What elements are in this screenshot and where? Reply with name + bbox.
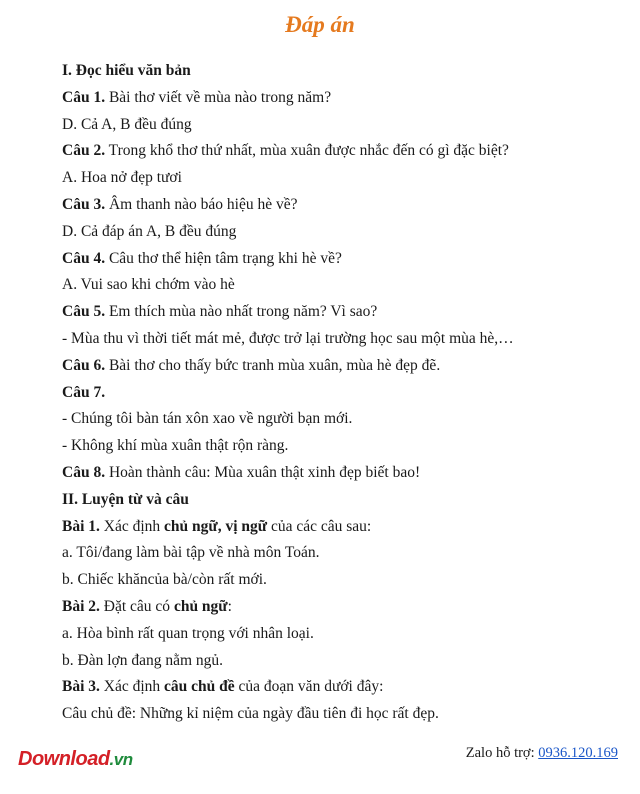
question-text: Âm thanh nào báo hiệu hè về? [105,195,298,213]
support-contact [466,745,618,762]
exercise-label: Bài 1. [62,517,100,535]
logo-text: Download [18,748,110,770]
question-8 [62,460,602,487]
logo-domain: .vn [109,750,133,769]
question-1 [62,85,602,112]
question-text: Em thích mùa nào nhất trong năm? Vì sao? [105,303,378,321]
exercise-text: của các câu sau: [267,517,372,535]
exercise-keyword: chủ ngữ [173,597,228,615]
exercise-keyword: chủ ngữ, vị ngữ [164,517,268,535]
question-text: Trong khổ thơ thứ nhất, mùa xuân được nhắc đến có gì đặc biệt? [105,142,509,160]
exercise-text: Xác định [99,678,165,696]
page-title: Đáp án [285,12,355,37]
exercise-text: Đặt câu có [99,597,174,615]
exercise-text: của đoạn văn dưới đây: [234,678,384,696]
answer-ex2-a: a. Hòa bình rất quan trọng với nhân loại. [62,624,314,642]
zalo-phone-link[interactable]: 0936.120.169 [538,745,618,761]
question-label: Câu 1. [62,88,106,106]
question-3 [62,192,602,219]
zalo-label: Zalo hỗ trợ: [465,745,539,761]
question-label: Câu 2. [62,142,106,160]
question-text: Câu thơ thể hiện tâm trạng khi hè về? [105,249,342,267]
question-6 [62,353,602,380]
question-label: Câu 8. [62,463,106,481]
exercise-label: Bài 3. [62,678,100,696]
answer-ex1-a: a. Tôi/đang làm bài tập về nhà môn Toán. [62,544,320,562]
exercise-1 [62,514,602,541]
answer-1: D. Cả A, B đều đúng [62,115,192,133]
question-label: Câu 3. [62,195,106,213]
answer-content [62,58,602,728]
answer-5: - Mùa thu vì thời tiết mát mẻ, được trở lại trường học sau một mùa hè,… [62,329,514,347]
answer-3: D. Cả đáp án A, B đều đúng [62,222,237,240]
section-heading-grammar: II. Luyện từ và câu [62,490,189,508]
question-label: Câu 6. [62,356,106,374]
question-2 [62,138,602,165]
section-heading-reading: I. Đọc hiểu văn bản [62,62,191,79]
exercise-text: Xác định [99,517,165,535]
question-4 [62,246,602,273]
download-logo[interactable] [18,748,133,771]
answer-7-1: - Chúng tôi bàn tán xôn xao về người bạn mới. [62,410,353,428]
question-label: Câu 4. [62,249,106,267]
question-text: Bài thơ viết về mùa nào trong năm? [105,88,332,106]
answer-ex1-b: b. Chiếc khăncủa bà/còn rất mới. [62,571,267,589]
answer-ex2-b: b. Đàn lợn đang nằm ngủ. [62,651,224,669]
exercise-label: Bài 2. [62,597,100,615]
question-text: Hoàn thành câu: Mùa xuân thật xinh đẹp biết bao! [105,463,421,481]
exercise-keyword: câu chủ đề [164,678,235,696]
answer-ex3: Câu chủ đề: Những kỉ niệm của ngày đầu tiên đi học rất đẹp. [62,705,439,723]
answer-7-2: - Không khí mùa xuân thật rộn ràng. [62,437,289,455]
question-5 [62,299,602,326]
question-text: Bài thơ cho thấy bức tranh mùa xuân, mùa hè đẹp đẽ. [105,356,441,374]
exercise-2 [62,594,602,621]
exercise-text: : [227,597,232,615]
exercise-3 [62,674,602,701]
answer-2: A. Hoa nở đẹp tươi [62,169,182,187]
question-label: Câu 5. [62,303,106,321]
answer-4: A. Vui sao khi chớm vào hè [62,276,235,294]
question-7: Câu 7. [62,383,106,401]
